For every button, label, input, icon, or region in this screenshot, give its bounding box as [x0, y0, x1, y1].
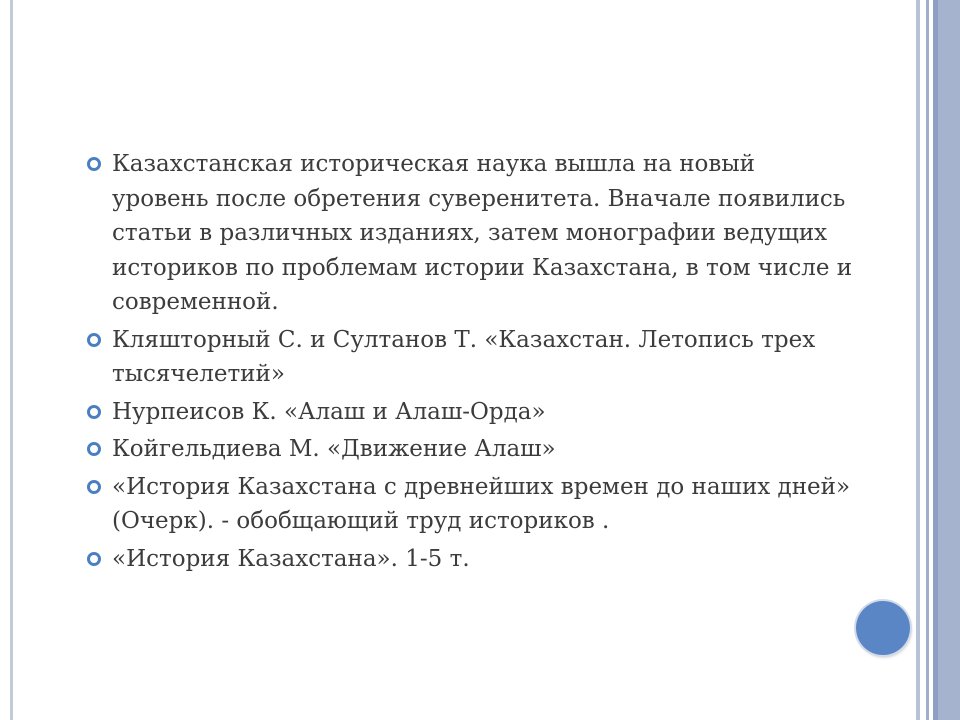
list-item [84, 542, 854, 577]
list-item-text: Кляшторный С. и Султанов Т. «Казахстан. Летопись трех тысячелетий» [112, 326, 816, 387]
circle-bullet-icon [87, 442, 101, 456]
list-item-text: «История Казахстана с древнейших времен до наших дней» (Очерк). - обобщающий труд историков . [112, 473, 851, 534]
circle-bullet-icon [87, 157, 101, 171]
list-item-text: Казахстанская историческая наука вышла на новый уровень после обретения суверенитета. Вначале появились статьи в различных изданиях, затем монографии ведущих историков по проблемам истории Казахстана, в том числе и современной. [112, 151, 853, 315]
list-item [84, 147, 854, 320]
list-item-text: Койгельдиева М. «Движение Алаш» [112, 436, 556, 462]
decorative-stripes [916, 0, 960, 720]
list-item [84, 432, 854, 467]
list-item [84, 395, 854, 430]
circle-bullet-icon [87, 405, 101, 419]
bullet-list [84, 147, 854, 576]
list-item [84, 323, 854, 392]
circle-bullet-icon [87, 333, 101, 347]
list-item [84, 470, 854, 539]
list-item-text: «История Казахстана». 1-5 т. [112, 545, 470, 572]
circle-bullet-icon [87, 552, 101, 566]
slide-content [84, 147, 854, 579]
frame-left-line [10, 0, 13, 720]
circle-bullet-icon [87, 480, 101, 494]
list-item-text: Нурпеисов К. «Алаш и Алаш-Орда» [112, 398, 546, 425]
stripe [938, 0, 960, 720]
decorative-circle-icon [856, 601, 910, 655]
